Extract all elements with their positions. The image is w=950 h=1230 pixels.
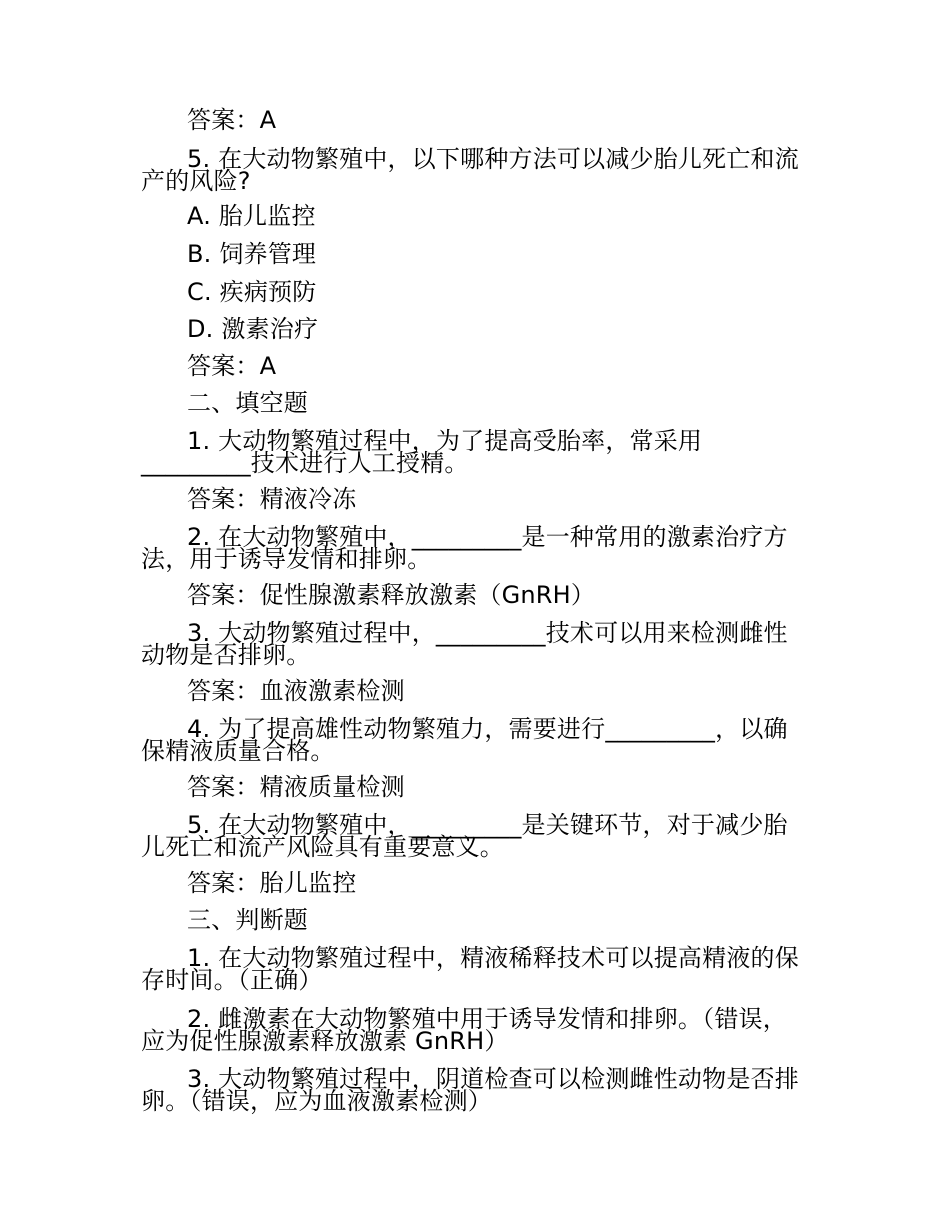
judge-2-line2: 应为促性腺激素释放激素 GnRH） [141, 1027, 509, 1055]
fill-3-answer: 答案：血液激素检测 [187, 677, 405, 705]
judge-3-line1: 3. 大动物繁殖过程中，阴道检查可以检测雌性动物是否排 [187, 1065, 799, 1093]
fill-1-line1: 1. 大动物繁殖过程中，为了提高受胎率，常采用 [187, 427, 703, 455]
fill-4-line1: 4. 为了提高雄性动物繁殖力，需要进行_________，以确 [187, 715, 788, 743]
q5-option-d: D. 激素治疗 [187, 315, 319, 343]
judge-1-line2: 存时间。（正确） [141, 966, 323, 994]
fill-5-answer: 答案：胎儿监控 [187, 869, 357, 897]
q5-option-c: C. 疾病预防 [187, 278, 317, 306]
answer-prev: 答案：A [187, 106, 277, 134]
fill-1-line2: _________技术进行人工授精。 [141, 449, 469, 477]
fill-3-line2: 动物是否排卵。 [141, 641, 311, 669]
fill-5-line1: 5. 在大动物繁殖中，_________是关键环节，对于减少胎 [187, 811, 788, 839]
judge-3-line2: 卵。（错误，应为血液激素检测） [141, 1087, 492, 1115]
fill-3-line1: 3. 大动物繁殖过程中，_________技术可以用来检测雌性 [187, 619, 788, 647]
q5-answer: 答案：A [187, 352, 277, 380]
q5-line2: 产的风险? [141, 167, 251, 195]
section-heading-judge: 三、判断题 [187, 906, 308, 934]
fill-2-line2: 法，用于诱导发情和排卵。 [141, 545, 432, 573]
fill-4-line2: 保精液质量合格。 [141, 737, 335, 765]
q5-option-b: B. 饲养管理 [187, 240, 317, 268]
fill-4-answer: 答案：精液质量检测 [187, 773, 405, 801]
fill-5-line2: 儿死亡和流产风险具有重要意义。 [141, 833, 504, 861]
fill-2-line1: 2. 在大动物繁殖中，_________是一种常用的激素治疗方 [187, 523, 788, 551]
judge-2-line1: 2. 雌激素在大动物繁殖中用于诱导发情和排卵。（错误， [187, 1005, 787, 1033]
fill-2-answer: 答案：促性腺激素释放激素（GnRH） [187, 581, 596, 609]
q5-option-a: A. 胎儿监控 [187, 202, 316, 230]
section-heading-fill: 二、填空题 [187, 389, 308, 417]
judge-1-line1: 1. 在大动物繁殖过程中，精液稀释技术可以提高精液的保 [187, 944, 799, 972]
fill-1-answer: 答案：精液冷冻 [187, 485, 357, 513]
q5-line1: 5. 在大动物繁殖中，以下哪种方法可以减少胎儿死亡和流 [187, 145, 799, 173]
